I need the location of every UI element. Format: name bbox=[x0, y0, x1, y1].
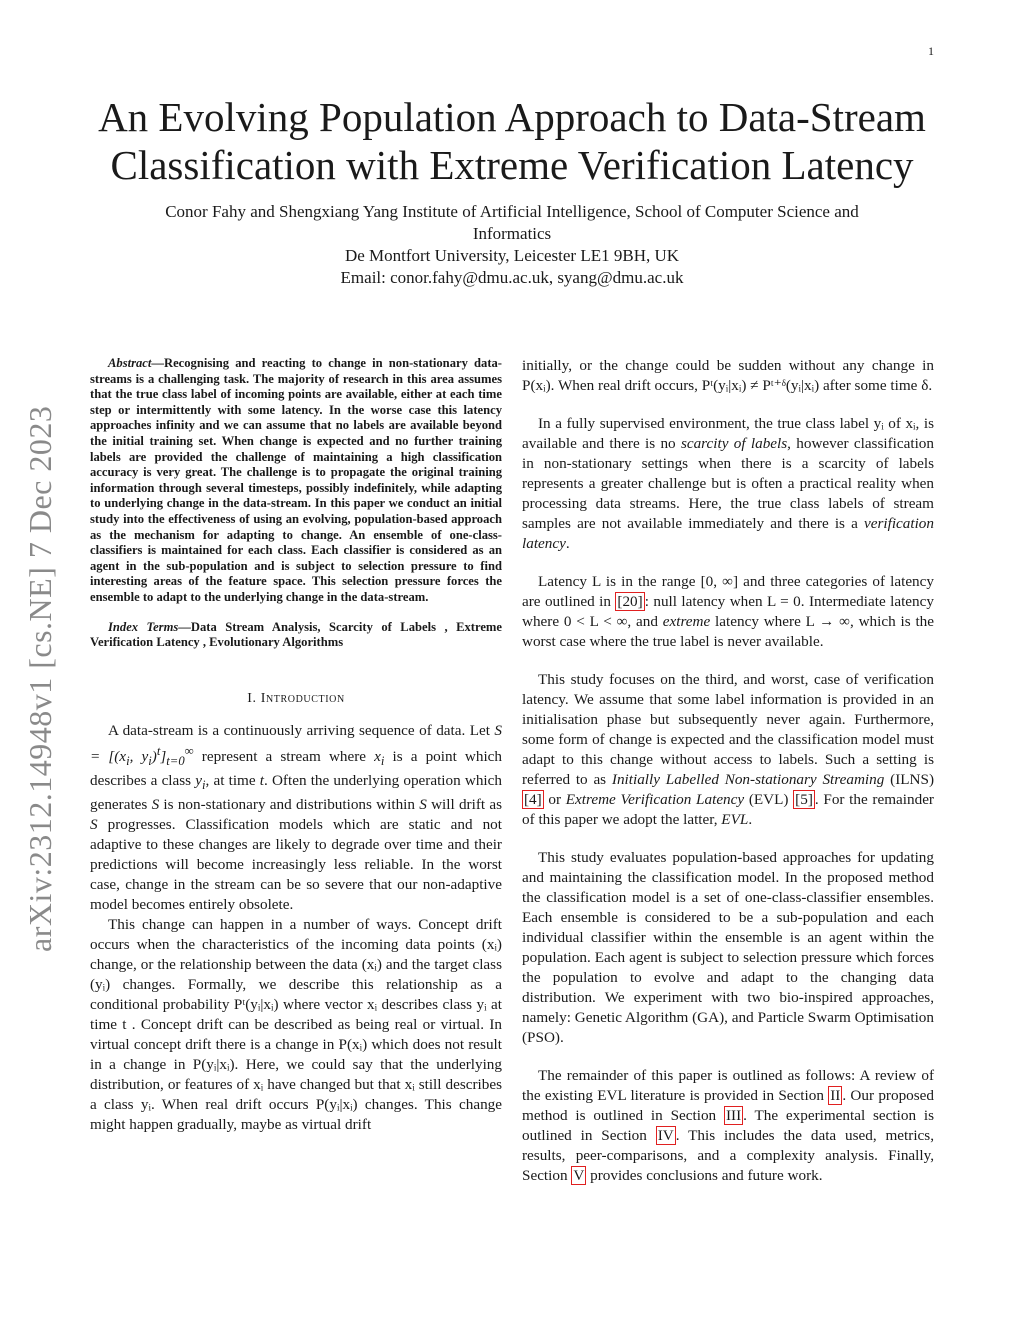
abstract-label: Abstract bbox=[108, 356, 152, 370]
text-run: is a point which describes a class bbox=[90, 747, 502, 789]
title-line-2: Classification with Extreme Verification Latency bbox=[110, 142, 914, 188]
citation-link[interactable]: [4] bbox=[524, 791, 542, 808]
text-run: represent a stream where bbox=[193, 747, 375, 765]
text-run: : null latency when L = 0. Intermediate latency where 0 < L < ∞, and bbox=[522, 593, 934, 630]
text-run: . The experimental section is outlined in Section bbox=[522, 1107, 934, 1144]
arxiv-id-text[interactable]: arXiv:2312.14948v1 [cs.NE] 7 Dec 2023 bbox=[22, 405, 58, 952]
math-run: $_i$, $y_i)^t]_{t=0}^\infty$ bbox=[126, 743, 194, 768]
text-run: (EVL) bbox=[744, 791, 794, 808]
citation-link[interactable]: [5] bbox=[795, 791, 813, 808]
emphasis-run: Initially Labelled Non-stationary Streaming bbox=[611, 771, 885, 788]
text-run: . Often the underlying operation which generates bbox=[90, 771, 502, 813]
text-run: . This includes the data used, metrics, results, peer-comparisons, and a complexity analysis. Finally, Section bbox=[522, 1127, 934, 1184]
intro-paragraph-7: This study evaluates population-based approaches for updating and maintaining the classification model. In the proposed method the classification model is a set of one-class-classifier ensembles. Each ensemble is considered to be a sub-population and each individual classifier within the ensemble is an agent within the population. Each agent is subject to selection pressure which forces the population to evolve and adapt to the changing data distribution. We experiment with two bio-inspired approaches, namely: Genetic Algorithm (GA), and Particle Swarm Optimisation (PSO). bbox=[522, 849, 934, 1046]
text-run: The remainder of this paper is outlined as follows: A review of the existing EVL literature is provided in Section bbox=[522, 1067, 934, 1104]
text-run: This study focuses on the third, and worst, case of verification latency. We assume that some label information is provided in an initialisation phase but subsequently never again. Furthermore, some form of change is expected and the classification model must adapt to this change without access to labels. Such a setting is referred to as bbox=[522, 671, 934, 788]
section-link[interactable]: II bbox=[830, 1087, 841, 1104]
emphasis-run: Extreme Verification Latency bbox=[565, 791, 745, 808]
emphasis-run: EVL bbox=[721, 811, 749, 828]
right-column bbox=[522, 356, 934, 1204]
emphasis-run: extreme bbox=[662, 613, 711, 630]
text-run: , at time bbox=[205, 771, 260, 789]
math-run: S = [(x bbox=[90, 721, 502, 765]
text-run: . Our proposed method is outlined in Section bbox=[522, 1087, 934, 1124]
text-run: latency where L → ∞, which is the worst case where the true label is never available. bbox=[522, 613, 934, 650]
index-terms-text: Data Stream Analysis, Scarcity of Labels , Extreme Verification Latency , Evolutionary Algorithms bbox=[90, 619, 502, 650]
intro-paragraph-5 bbox=[522, 572, 934, 652]
section-link[interactable]: V bbox=[573, 1167, 585, 1184]
math-run: $x_i$ bbox=[374, 747, 385, 768]
math-run: S bbox=[419, 795, 427, 813]
title-line-1: An Evolving Population Approach to Data-Stream bbox=[98, 94, 926, 140]
text-run: progresses. Classification models which are static and not adaptive to these changes are likely to degrade over time and their predictions will become increasingly less reliable. In the worst case, change in the stream can be so severe that our non-adaptive model becomes entirely obsolete. bbox=[90, 815, 502, 913]
intro-paragraph-8 bbox=[522, 1066, 934, 1186]
intro-paragraph-4 bbox=[522, 414, 934, 554]
text-run: (ILNS) bbox=[884, 771, 934, 788]
text-run: . For the remainder of this paper we adopt the latter, bbox=[522, 791, 934, 828]
intro-paragraph-2: This change can happen in a number of ways. Concept drift occurs when the characteristics of the incoming data points (xᵢ) change, or the relationship between the data (xᵢ) and the target class (yᵢ) changes. Formally, we describe this relationship as a conditional probability Pᵗ(yᵢ|xᵢ) where vector xᵢ describes class yᵢ at time t . Concept drift can be described as being real or virtual. In virtual concept drift there is a change in P(xᵢ) which does not result in a change in P(yᵢ|xᵢ). Here, we could say that the underlying distribution, or features of xᵢ have changed but that xᵢ still describes a class yᵢ. When real drift occurs P(yᵢ|xᵢ) changes. This change might happen gradually, maybe as virtual drift bbox=[90, 915, 502, 1133]
section-numeral: I. bbox=[247, 690, 261, 706]
section-link[interactable]: IV bbox=[657, 1127, 674, 1144]
math-run: t bbox=[259, 771, 264, 789]
math-run: S bbox=[90, 815, 98, 833]
author-names: Conor Fahy and Shengxiang Yang Institute of Artificial Intelligence, School of Computer Science and bbox=[165, 202, 859, 221]
page-number: 1 bbox=[928, 44, 934, 58]
text-run: provides conclusions and future work. bbox=[586, 1167, 823, 1184]
text-run: , however classification in non-stationary settings when there is a scarcity of labels represents a greater challenge but is often a practical reality when processing data streams. Here, the true class labels of stream samples are not available immediately and there is a bbox=[522, 435, 934, 532]
author-email: Email: conor.fahy@dmu.ac.uk, syang@dmu.ac.uk bbox=[340, 268, 684, 287]
text-run: In a fully supervised environment, the true class label yᵢ of xᵢ, is available and there is no bbox=[522, 415, 934, 452]
abstract: Abstract—Recognising and reacting to change in non-stationary data-streams is a challenging task. The majority of research in this area assumes that the true class label of incoming points are available, either at each time step or intermittently with some latency. In the worse case this latency approaches infinity and we can assume that no labels are available beyond the initial training set. When change is expected and no further training labels are provided the challenge of maintaining a high classification accuracy is very great. The challenge is to propagate the original training information through several timesteps, possibly indefinitely, while adapting to underlying change in the data-stream. In this paper we conduct an initial study into the effectiveness of using an evolving, population-based approach as the mechanism for adapting to change. An ensemble of one-class-classifiers is maintained for each class. Each classifier is considered as an agent in the sub-population and is subject to selection pressure to find interesting areas of the feature space. This selection pressure forces the ensemble to adapt to the underlying change in the data-stream. bbox=[90, 356, 502, 604]
text-run: Latency L is in the range [0, ∞] and three categories of latency are outlined in bbox=[522, 573, 934, 610]
intro-paragraph-1 bbox=[90, 721, 502, 915]
author-address: De Montfort University, Leicester LE1 9BH, UK bbox=[344, 246, 680, 265]
emphasis-run: verification latency bbox=[522, 515, 934, 552]
text-run: . bbox=[748, 811, 753, 828]
text-run: A data-stream is a continuously arriving sequence of data. Let bbox=[108, 721, 495, 739]
text-run: or bbox=[543, 791, 566, 808]
text-run: is non-stationary and distributions within bbox=[159, 795, 420, 813]
paper-title bbox=[60, 93, 964, 189]
left-column bbox=[90, 356, 502, 1135]
index-terms: Index Terms—Data Stream Analysis, Scarcity of Labels , Extreme Verification Latency , Evolutionary Algorithms bbox=[90, 619, 502, 650]
text-run: . bbox=[565, 535, 570, 552]
section-link[interactable]: III bbox=[725, 1107, 742, 1124]
section-title: Introduction bbox=[260, 690, 345, 706]
emphasis-run: scarcity of labels bbox=[680, 435, 788, 452]
author-block bbox=[110, 201, 914, 289]
intro-paragraph-3: initially, or the change could be sudden without any change in P(xᵢ). When real drift occurs, Pᵗ(yᵢ|xᵢ) ≠ Pᵗ⁺ᵟ(yᵢ|xᵢ) after some time δ. bbox=[522, 357, 934, 394]
author-affiliation: Informatics bbox=[472, 224, 552, 243]
text-run: will drift as bbox=[426, 795, 502, 813]
intro-paragraph-6 bbox=[522, 670, 934, 830]
citation-link[interactable]: [20] bbox=[617, 593, 643, 610]
section-heading-introduction bbox=[90, 689, 502, 709]
math-run: $y_i$ bbox=[195, 771, 206, 792]
index-terms-label: Index Terms bbox=[108, 619, 179, 634]
math-run: S bbox=[151, 795, 160, 813]
abstract-text: Recognising and reacting to change in non-stationary data-streams is a challenging task. The majority of research in this area assumes that the true class label of incoming points are available, either at each time step or intermittently with some latency. In the worse case this latency approaches infinity and we can assume that no labels are available beyond the initial training set. When change is expected and no further training labels are provided the challenge of maintaining a high classification accuracy is very great. The challenge is to propagate the original training information through several timesteps, possibly indefinitely, while adapting to underlying change in the data-stream. In this paper we conduct an initial study into the effectiveness of using an evolving, population-based approach as the mechanism for adapting to change. An ensemble of one-class-classifiers is maintained for each class. Each classifier is considered as an agent in the sub-population and is subject to selection pressure to find interesting areas of the feature space. This selection pressure forces the ensemble to adapt to the underlying change in the data-stream. bbox=[90, 356, 502, 604]
